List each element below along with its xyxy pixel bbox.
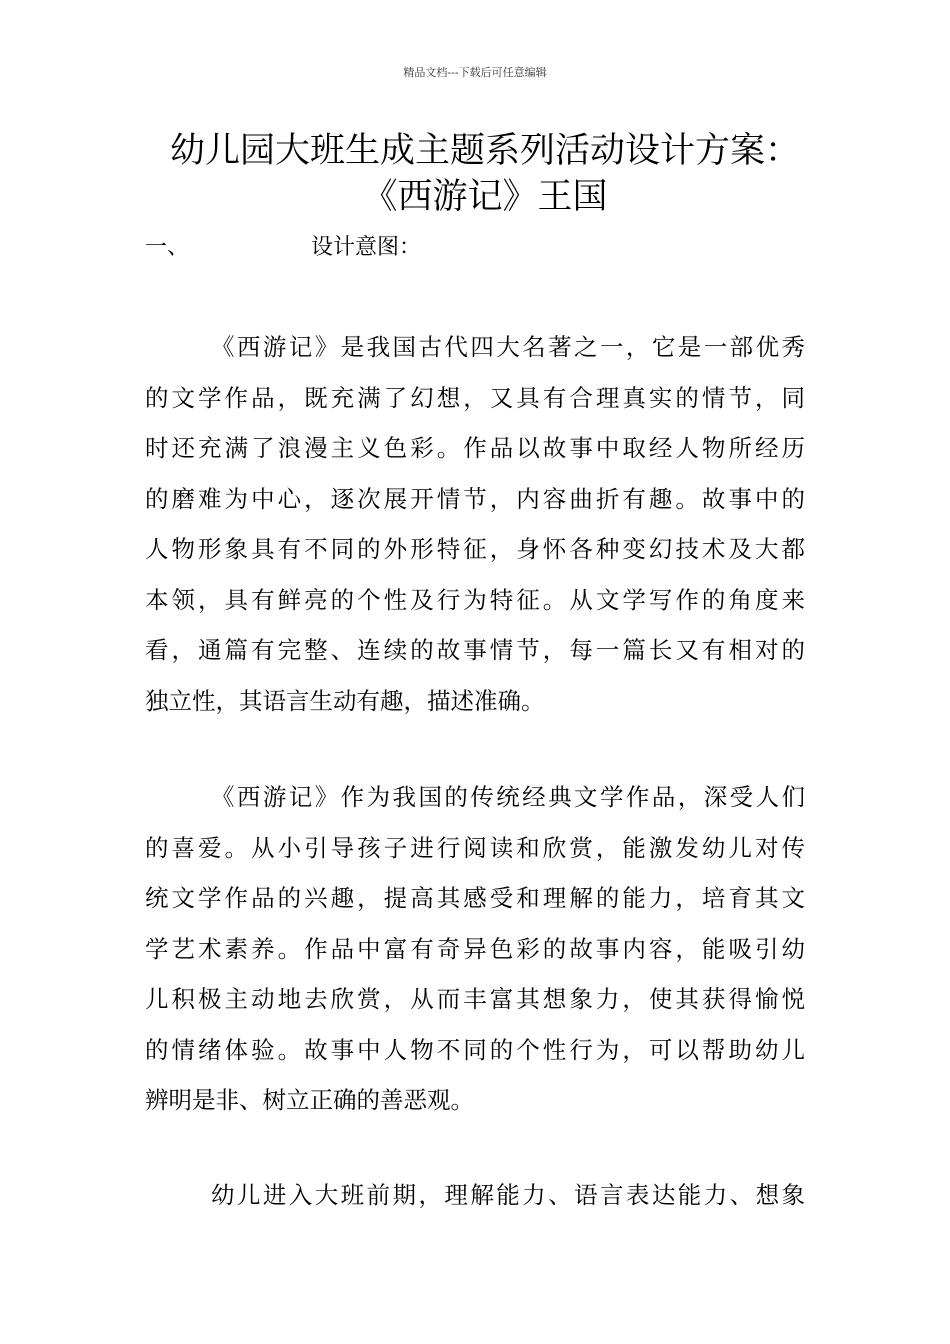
- paragraph-3: [145, 1170, 805, 1221]
- title-line-1: 幼儿园大班生成主题系列活动设计方案：: [169, 131, 800, 171]
- paragraph-line: 学艺术素养。作品中富有奇异色彩的故事内容，能吸引幼: [145, 934, 805, 963]
- header-note: 精品文档---下载后可任意编辑: [403, 66, 547, 79]
- paragraph-line: 《西游记》作为我国的传统经典文学作品，深受人们: [211, 783, 805, 811]
- paragraph-line: 的磨难为中心，逐次展开情节，内容曲折有趣。故事中的: [145, 484, 805, 513]
- paragraph-2: [145, 772, 805, 1126]
- paragraph-line: 儿积极主动地去欣赏，从而丰富其想象力，使其获得愉悦: [145, 985, 805, 1013]
- paragraph-line: 的情绪体验。故事中人物不同的个性行为，可以帮助幼儿: [145, 1035, 805, 1064]
- paragraph-line: 统文学作品的兴趣，提高其感受和理解的能力，培育其文: [145, 884, 805, 912]
- paragraph-line: 辨明是非、树立正确的善恶观。: [145, 1086, 474, 1114]
- paragraph-line: 时还充满了浪漫主义色彩。作品以故事中取经人物所经历: [145, 434, 805, 462]
- title-line-2: 《西游记》王国: [362, 177, 608, 217]
- paragraph-line: 独立性，其语言生动有趣，描述准确。: [145, 686, 545, 715]
- paragraph-line: 的文学作品，既充满了幻想，又具有合理真实的情节，同: [145, 383, 805, 412]
- section-heading-text: 设计意图：: [311, 235, 422, 260]
- paragraph-line: 《西游记》是我国古代四大名著之一，它是一部优秀: [211, 333, 805, 361]
- section-number: 一、: [145, 235, 190, 260]
- paragraph-1: [145, 322, 805, 726]
- paragraph-line: 看，通篇有完整、连续的故事情节，每一篇长又有相对的: [145, 636, 805, 664]
- paragraph-line: 人物形象具有不同的外形特征，身怀各种变幻技术及大都: [145, 535, 805, 563]
- paragraph-line: 幼儿进入大班前期，理解能力、语言表达能力、想象: [211, 1181, 805, 1209]
- paragraph-line: 本领，具有鲜亮的个性及行为特征。从文学写作的角度来: [145, 585, 805, 614]
- paragraph-line: 的喜爱。从小引导孩子进行阅读和欣赏，能激发幼儿对传: [145, 833, 805, 862]
- section-heading: [145, 232, 805, 264]
- document-title: [120, 128, 850, 220]
